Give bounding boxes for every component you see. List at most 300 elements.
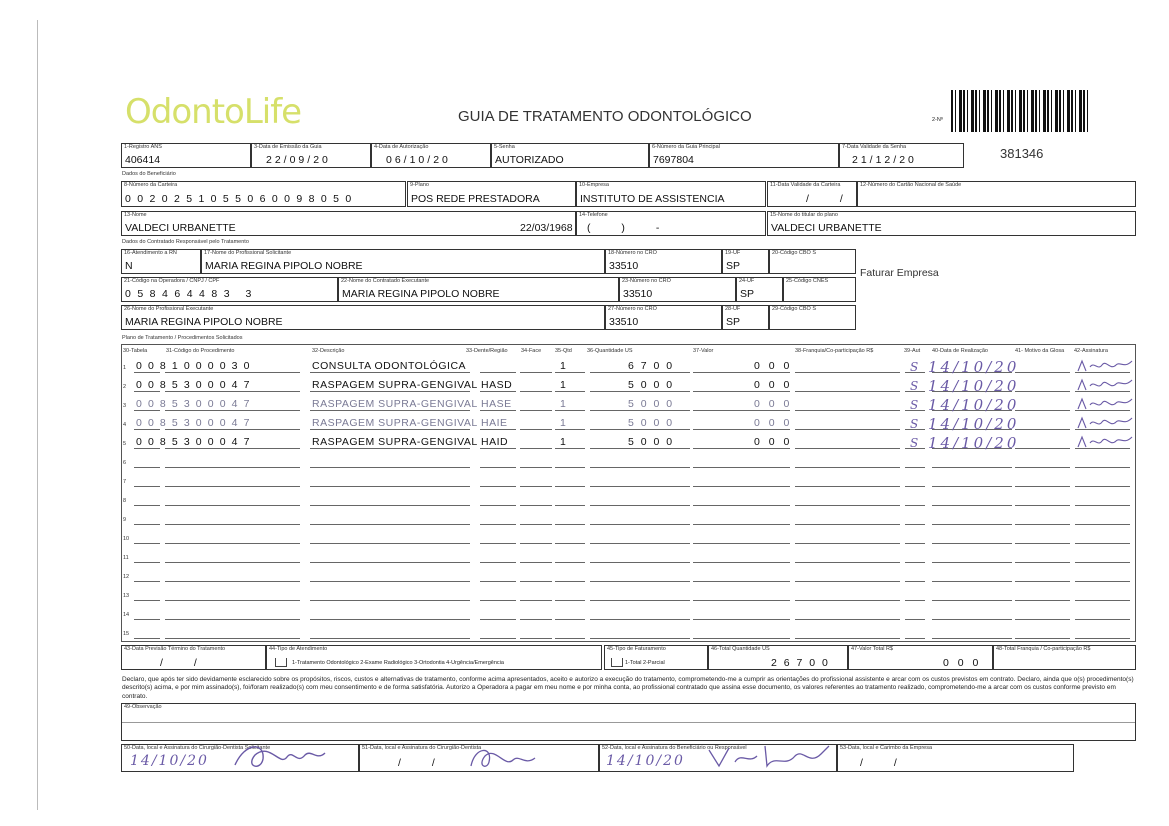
row-underline <box>520 448 552 449</box>
procedure-aut: S <box>910 360 919 374</box>
row-underline <box>310 524 470 525</box>
section-contratado: Dados do Contratado Responsável pelo Tratamento <box>122 239 249 245</box>
row-underline <box>165 486 300 487</box>
profissional-executante-label: 26-Nome do Profissional Executante <box>124 306 214 312</box>
sig-executante-label: 51-Data, local e Assinatura do Cirurgião-Dentista <box>362 745 482 751</box>
row-underline <box>134 600 160 601</box>
procedure-date: 14/10/20 <box>928 415 1020 433</box>
cbo-profissional-label: 29-Código CBO S <box>772 306 817 312</box>
row-underline <box>310 486 470 487</box>
row-underline <box>1075 581 1130 582</box>
row-underline <box>520 638 552 639</box>
row-underline <box>795 600 900 601</box>
procedure-franquia: 0 0 0 <box>754 379 793 391</box>
row-underline <box>795 505 900 506</box>
row-underline <box>165 600 300 601</box>
row-underline <box>693 467 790 468</box>
sig-dentista-date: 14/10/20 <box>130 753 209 769</box>
row-underline <box>520 486 552 487</box>
data-emissao-box <box>251 143 371 168</box>
data-nascimento-value: 22/03/1968 <box>520 222 573 234</box>
tipo-atendimento-box <box>266 645 602 670</box>
plano-value: POS REDE PRESTADORA <box>411 193 540 205</box>
procedure-date: 14/10/20 <box>928 434 1020 452</box>
procedure-aut: S <box>910 417 919 431</box>
row-underline <box>1015 391 1070 392</box>
cbo-solicitante-box <box>769 249 856 274</box>
row-underline <box>905 562 925 563</box>
row-number: 3 <box>123 403 127 409</box>
row-underline <box>134 619 160 620</box>
row-underline <box>134 505 160 506</box>
row-underline <box>134 524 160 525</box>
row-number: 12 <box>123 574 130 580</box>
row-underline <box>310 448 470 449</box>
sig-beneficiario-label: 52-Data, local e Assinatura do Beneficiário ou Responsável <box>602 745 747 751</box>
registro-ans-label: 1-Registro ANS <box>124 144 162 150</box>
row-underline <box>480 391 516 392</box>
row-underline <box>134 448 160 449</box>
row-underline <box>590 581 690 582</box>
procedure-description: CONSULTA ODONTOLÓGICA <box>312 360 467 372</box>
procedure-franquia: 0 0 0 <box>754 417 793 429</box>
procedure-description: RASPAGEM SUPRA-GENGIVAL <box>312 398 478 410</box>
row-underline <box>480 562 516 563</box>
tipo-faturamento-box <box>604 645 708 670</box>
titular-label: 15-Nome do titular do plano <box>770 212 838 218</box>
data-emissao-label: 3-Data de Emissão da Guia <box>254 144 322 150</box>
uf-executante-label: 24-UF <box>739 278 755 284</box>
contratado-executante-value: MARIA REGINA PIPOLO NOBRE <box>342 288 500 300</box>
row-underline <box>520 505 552 506</box>
row-underline <box>555 638 585 639</box>
codigo-operadora-box <box>121 277 338 302</box>
row-underline <box>520 600 552 601</box>
row-underline <box>590 619 690 620</box>
col-tabela: 30-Tabela <box>123 348 148 354</box>
row-underline <box>932 467 1012 468</box>
validade-carteira-box <box>767 181 857 207</box>
row-underline <box>905 638 925 639</box>
row-underline <box>310 619 470 620</box>
section-plano-tratamento: Plano de Tratamento / Procedimentos Solicitados <box>122 335 243 341</box>
row-underline <box>310 391 470 392</box>
cnes-label: 25-Código CNES <box>786 278 829 284</box>
procedure-date: 14/10/20 <box>928 358 1020 376</box>
row-underline <box>310 429 470 430</box>
tipo-atendimento-checkbox[interactable] <box>275 658 287 667</box>
procedure-aut: S <box>910 379 919 393</box>
row-underline <box>905 486 925 487</box>
row-underline <box>480 486 516 487</box>
procedure-us: 5 0 0 0 <box>628 379 675 391</box>
row-underline <box>555 467 585 468</box>
senha-label: 5-Senha <box>494 144 515 150</box>
row-underline <box>1075 486 1130 487</box>
telefone-label: 14-Telefone <box>579 212 608 218</box>
row-underline <box>693 391 790 392</box>
row-underline <box>795 467 900 468</box>
row-underline <box>165 524 300 525</box>
observacao-line <box>122 722 1135 723</box>
procedure-face: HASE <box>481 398 512 410</box>
declaration-text: Declaro, que após ter sido devidamente esclarecido sobre os propósitos, riscos, custos e alternativas de tratamento, conforme acima apresentados, aceito e autorizo a execução do tratamento, comprometendo-me a cumprir as orientações do profissional assistente e arcar com os custos previstos em contrato. Declaro, ainda que o(s) procedimento(s) descrito(s) acima, e por mim assinado(s), foi/foram realizado(s) com meu consentimento e de forma satisfatória. Autorizo a Operadora a pagar em meu nome e por minha conta, ao profissional contratado que assina esse documento, os valores referentes ao tratamento realizado, comprometendo-me a arcar com os custos conforme previsto em contrato. <box>122 676 1134 700</box>
procedure-us: 5 0 0 0 <box>628 398 675 410</box>
barcode <box>951 90 1088 132</box>
procedure-qtd: 1 <box>560 398 567 410</box>
signature-scribble-beneficiario <box>705 740 835 774</box>
tipo-atendimento-options: 1-Tratamento Odontológico 2-Exame Radiológico 3-Ortodontia 4-Urgência/Emergência <box>292 660 504 666</box>
row-underline <box>905 581 925 582</box>
previsao-termino-box <box>121 645 266 670</box>
guia-principal-value: 7697804 <box>653 154 694 166</box>
col-dente: 33-Dente/Região <box>466 348 508 354</box>
cro-profissional-value: 33510 <box>609 316 639 328</box>
data-autorizacao-value: 06/10/20 <box>386 154 451 166</box>
profissional-executante-value: MARIA REGINA PIPOLO NOBRE <box>125 316 283 328</box>
row-underline <box>310 543 470 544</box>
cartao-nacional-label: 12-Número do Cartão Nacional de Saúde <box>860 182 962 188</box>
cbo-profissional-box <box>769 305 856 330</box>
sig-dentista-label: 50-Data, local e Assinatura do Cirurgião-Dentista Solicitante <box>124 745 271 751</box>
row-underline <box>590 448 690 449</box>
procedure-date: 14/10/20 <box>928 396 1020 414</box>
row-underline <box>1015 619 1070 620</box>
sig-empresa-date: / / <box>860 757 911 769</box>
row-underline <box>165 410 300 411</box>
row-underline <box>693 524 790 525</box>
row-underline <box>555 543 585 544</box>
col-data: 40-Data de Realização <box>932 348 988 354</box>
row-underline <box>480 543 516 544</box>
col-descricao: 32-Descrição <box>312 348 345 354</box>
nome-box <box>121 211 576 236</box>
guide-number: 381346 <box>1000 146 1044 161</box>
row-underline <box>795 486 900 487</box>
row-underline <box>795 429 900 430</box>
row-underline <box>1015 410 1070 411</box>
row-underline <box>555 448 585 449</box>
valor-total-value: 0 0 0 <box>943 657 982 669</box>
observacao-box[interactable] <box>121 703 1136 741</box>
section-beneficiario: Dados do Beneficiário <box>122 171 176 177</box>
row-underline <box>590 638 690 639</box>
cro-executante-box <box>619 277 736 302</box>
col-aut: 39-Aut <box>904 348 921 354</box>
procedure-qtd: 1 <box>560 436 567 448</box>
uf-profissional-label: 28-UF <box>725 306 741 312</box>
procedure-date: 14/10/20 <box>928 377 1020 395</box>
registro-ans-value: 406414 <box>125 154 161 166</box>
observacao-label: 49-Observação <box>124 704 162 710</box>
total-us-label: 46-Total Quantidade US <box>711 646 770 652</box>
row-underline <box>590 505 690 506</box>
row-number: 7 <box>123 479 127 485</box>
row-underline <box>165 505 300 506</box>
row-underline <box>1015 467 1070 468</box>
row-underline <box>1075 600 1130 601</box>
nome-label: 13-Nome <box>124 212 147 218</box>
row-underline <box>932 543 1012 544</box>
row-underline <box>693 410 790 411</box>
row-underline <box>480 448 516 449</box>
col-us: 36-Quantidade US <box>587 348 633 354</box>
row-underline <box>165 543 300 544</box>
row-signature-scribble <box>1076 433 1136 451</box>
row-underline <box>480 429 516 430</box>
codigo-operadora-value: 058464483 3 <box>125 288 258 300</box>
row-underline <box>165 429 300 430</box>
tipo-faturamento-checkbox[interactable] <box>611 658 623 667</box>
sig-executante-date: / / <box>398 757 449 769</box>
row-underline <box>693 562 790 563</box>
procedure-code: 0 0 8 5 3 0 0 0 4 7 <box>136 398 252 410</box>
data-autorizacao-label: 4-Data de Autorização <box>374 144 429 150</box>
row-underline <box>555 562 585 563</box>
row-number: 10 <box>123 536 130 542</box>
cbo-solicitante-label: 20-Código CBO S <box>772 250 817 256</box>
row-underline <box>310 600 470 601</box>
senha-value: AUTORIZADO <box>495 154 564 166</box>
row-underline <box>480 410 516 411</box>
row-underline <box>932 600 1012 601</box>
row-underline <box>555 505 585 506</box>
row-underline <box>520 391 552 392</box>
row-underline <box>693 619 790 620</box>
titular-value: VALDECI URBANETTE <box>771 222 882 234</box>
col-assinatura: 42-Assinatura <box>1074 348 1108 354</box>
total-franquia-box <box>993 645 1136 670</box>
row-underline <box>134 429 160 430</box>
plano-box <box>407 181 576 207</box>
empresa-box <box>576 181 766 207</box>
row-number: 14 <box>123 612 130 618</box>
row-underline <box>310 372 470 373</box>
row-underline <box>1015 600 1070 601</box>
faturar-empresa: Faturar Empresa <box>860 267 939 279</box>
row-underline <box>932 505 1012 506</box>
plano-label: 9-Plano <box>410 182 429 188</box>
titular-box <box>767 211 1136 236</box>
row-underline <box>905 524 925 525</box>
row-underline <box>165 391 300 392</box>
row-underline <box>520 524 552 525</box>
signature-scribble-dentista <box>225 737 335 773</box>
contratado-executante-label: 22-Nome do Contratado Executante <box>341 278 430 284</box>
uf-solicitante-box <box>722 249 769 274</box>
uf-solicitante-value: SP <box>726 260 741 272</box>
telefone-box <box>576 211 766 236</box>
row-underline <box>932 486 1012 487</box>
row-underline <box>693 600 790 601</box>
tipo-faturamento-options: 1-Total 2-Parcial <box>625 660 665 666</box>
valor-total-box <box>848 645 993 670</box>
procedure-qtd: 1 <box>560 360 567 372</box>
row-underline <box>520 543 552 544</box>
carteira-label: 8-Número da Carteira <box>124 182 178 188</box>
row-underline <box>555 486 585 487</box>
row-underline <box>555 524 585 525</box>
row-underline <box>555 600 585 601</box>
sig-empresa-box <box>837 744 1074 772</box>
row-signature-scribble <box>1076 357 1136 375</box>
uf-profissional-value: SP <box>726 316 741 328</box>
contratado-executante-box <box>338 277 619 302</box>
row-underline <box>520 429 552 430</box>
registro-ans-box <box>121 143 251 168</box>
row-number: 15 <box>123 631 130 637</box>
procedure-face: HAIE <box>481 417 508 429</box>
uf-solicitante-label: 19-UF <box>725 250 741 256</box>
row-number: 6 <box>123 460 127 466</box>
page-edge <box>37 20 38 810</box>
empresa-value: INSTITUTO DE ASSISTENCIA <box>580 193 725 205</box>
col-valor: 37-Valor <box>693 348 714 354</box>
row-underline <box>693 581 790 582</box>
procedure-code: 0 0 8 5 3 0 0 0 4 7 <box>136 417 252 429</box>
data-validade-senha-value: 21/12/20 <box>852 154 917 166</box>
guia-principal-box <box>649 143 839 168</box>
row-number: 1 <box>123 365 127 371</box>
row-underline <box>310 562 470 563</box>
col-glosa: 41- Motivo da Glosa <box>1015 348 1065 354</box>
row-underline <box>480 581 516 582</box>
previsao-termino-value: / / <box>160 657 211 669</box>
row-underline <box>555 429 585 430</box>
row-underline <box>1075 505 1130 506</box>
row-underline <box>134 581 160 582</box>
row-underline <box>480 600 516 601</box>
procedure-aut: S <box>910 436 919 450</box>
cro-solicitante-box <box>605 249 722 274</box>
row-underline <box>134 372 160 373</box>
row-underline <box>932 524 1012 525</box>
nome-value: VALDECI URBANETTE <box>125 222 236 234</box>
atendimento-rn-box <box>121 249 201 274</box>
row-underline <box>590 372 690 373</box>
row-number: 2 <box>123 384 127 390</box>
row-underline <box>1015 429 1070 430</box>
row-underline <box>520 581 552 582</box>
row-underline <box>1015 505 1070 506</box>
row-underline <box>165 638 300 639</box>
row-underline <box>480 524 516 525</box>
row-number: 11 <box>123 555 129 561</box>
profissional-solicitante-box <box>201 249 605 274</box>
procedure-description: RASPAGEM SUPRA-GENGIVAL <box>312 436 478 448</box>
row-underline <box>590 524 690 525</box>
row-underline <box>795 581 900 582</box>
row-underline <box>795 562 900 563</box>
row-underline <box>310 505 470 506</box>
row-underline <box>932 619 1012 620</box>
procedure-aut: S <box>910 398 919 412</box>
sig-beneficiario-date: 14/10/20 <box>606 753 685 769</box>
cro-executante-label: 23-Número no CRO <box>622 278 671 284</box>
row-underline <box>795 372 900 373</box>
procedure-description: RASPAGEM SUPRA-GENGIVAL <box>312 417 478 429</box>
uf-executante-box <box>736 277 783 302</box>
validade-carteira-value: / / <box>806 193 857 205</box>
row-underline <box>134 486 160 487</box>
col-qtd: 35-Qtd <box>555 348 572 354</box>
row-underline <box>1015 486 1070 487</box>
procedure-qtd: 1 <box>560 379 567 391</box>
row-underline <box>1075 524 1130 525</box>
row-underline <box>165 448 300 449</box>
row-number: 5 <box>123 441 127 447</box>
row-underline <box>555 391 585 392</box>
row-underline <box>795 391 900 392</box>
row-underline <box>932 638 1012 639</box>
procedure-franquia: 0 0 0 <box>754 360 793 372</box>
procedure-us: 5 0 0 0 <box>628 436 675 448</box>
row-underline <box>165 581 300 582</box>
row-underline <box>693 486 790 487</box>
row-underline <box>1015 562 1070 563</box>
carteira-value: 0020251055060098050 <box>125 193 358 205</box>
validade-carteira-label: 11-Data Validade da Carteira <box>770 182 841 188</box>
row-signature-scribble <box>1076 414 1136 432</box>
row-underline <box>310 581 470 582</box>
codigo-operadora-label: 21-Código na Operadora / CNPJ / CPF <box>124 278 220 284</box>
row-underline <box>905 543 925 544</box>
row-underline <box>905 505 925 506</box>
numero-label: 2-Nº <box>932 117 943 123</box>
row-underline <box>1075 562 1130 563</box>
row-signature-scribble <box>1076 376 1136 394</box>
row-underline <box>590 486 690 487</box>
cro-profissional-box <box>605 305 722 330</box>
row-underline <box>1075 467 1130 468</box>
total-franquia-label: 48-Total Franquia / Co-participação R$ <box>996 646 1091 652</box>
telefone-value: ( ) - <box>587 222 674 234</box>
tipo-faturamento-label: 45-Tipo de Faturamento <box>607 646 666 652</box>
data-validade-senha-box <box>839 143 964 168</box>
cnes-box <box>783 277 856 302</box>
row-underline <box>795 638 900 639</box>
row-underline <box>134 543 160 544</box>
col-codigo: 31-Código do Procedimento <box>166 348 235 354</box>
uf-executante-value: SP <box>740 288 755 300</box>
row-underline <box>520 619 552 620</box>
row-underline <box>590 410 690 411</box>
procedure-franquia: 0 0 0 <box>754 436 793 448</box>
row-underline <box>795 543 900 544</box>
row-underline <box>590 429 690 430</box>
row-underline <box>1015 543 1070 544</box>
row-underline <box>555 410 585 411</box>
row-underline <box>310 467 470 468</box>
row-underline <box>590 600 690 601</box>
cro-solicitante-label: 18-Número no CRO <box>608 250 657 256</box>
row-underline <box>480 505 516 506</box>
carteira-box <box>121 181 406 207</box>
row-underline <box>134 638 160 639</box>
valor-total-label: 47-Valor Total R$ <box>851 646 893 652</box>
procedure-code: 0 0 8 5 3 0 0 0 4 7 <box>136 379 252 391</box>
row-underline <box>1015 448 1070 449</box>
row-underline <box>795 524 900 525</box>
cro-executante-value: 33510 <box>623 288 653 300</box>
row-underline <box>693 543 790 544</box>
col-franquia: 38-Franquia/Co-participação R$ <box>795 348 874 354</box>
row-underline <box>480 372 516 373</box>
atendimento-rn-label: 16-Atendimento a RN <box>124 250 177 256</box>
row-underline <box>520 562 552 563</box>
row-underline <box>310 410 470 411</box>
row-underline <box>134 562 160 563</box>
